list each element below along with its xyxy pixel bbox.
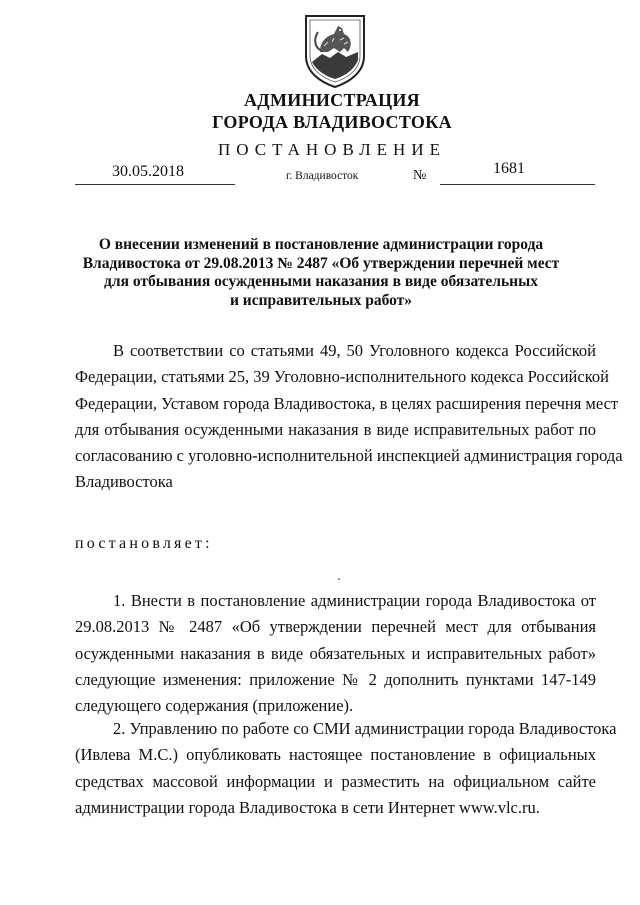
subject-line: Владивостока от 29.08.2013 № 2487 «Об утверждении перечней мест: [82, 254, 560, 272]
paragraph-line: В соответствии со статьями 49, 50 Уголовного кодекса Российской: [113, 341, 596, 360]
paragraph-line: осужденными наказания в виде обязательных и исправительных работ»: [75, 643, 596, 663]
issue-city: г. Владивосток: [286, 170, 359, 182]
paragraph-line: администрации города Владивостока в сети Интернет www.vlc.ru.: [75, 797, 540, 817]
document-number: 1681: [493, 160, 525, 177]
item-2-paragraph: [75, 716, 617, 821]
document-type-title: ПОСТАНОВЛЕНИЕ: [217, 140, 446, 159]
document-subject: [80, 236, 562, 310]
paragraph-line: следующие изменения: приложение № 2 дополнить пунктами 147-149: [75, 669, 596, 689]
number-underline: [440, 184, 595, 185]
document-date: 30.05.2018: [112, 163, 184, 180]
coat-of-arms-emblem: [300, 12, 370, 90]
paragraph-line: Федерации, Уставом города Владивостока, в целях расширения перечня мест: [75, 393, 619, 413]
number-sign: №: [413, 168, 427, 183]
item-1-paragraph: [75, 588, 596, 719]
date-underline: [75, 184, 235, 185]
paragraph-line: 1. Внести в постановление администрации города Владивостока от: [113, 591, 596, 610]
paragraph-line: Владивостока: [75, 472, 173, 492]
paragraph-line: 2. Управлению по работе со СМИ администрации города Владивостока: [113, 719, 617, 738]
paragraph-line: согласованию с уголовно-исполнительной инспекцией администрация города: [75, 446, 623, 466]
subject-line: О внесении изменений в постановление администрации города: [98, 236, 544, 253]
paragraph-line: следующего содержания (приложение).: [75, 696, 354, 716]
paragraph-line: Федерации, статьями 25, 39 Уголовно-исполнительного кодекса Российской: [75, 367, 609, 387]
preamble-paragraph: [75, 338, 623, 496]
paragraph-line: (Ивлева М.С.) опубликовать настоящее постановление в официальных: [75, 745, 596, 765]
subject-line: и исправительных работ»: [229, 291, 413, 309]
paragraph-line: для отбывания осужденными наказания в виде исправительных работ по: [75, 419, 596, 439]
organization-name-line-1: АДМИНИСТРАЦИЯ: [244, 90, 420, 110]
decree-word: постановляет:: [75, 535, 213, 552]
scan-speck: [338, 578, 340, 580]
organization-name-line-2: ГОРОДА ВЛАДИВОСТОКА: [212, 112, 452, 132]
subject-line: для отбывания осужденными наказания в виде обязательных: [104, 273, 538, 290]
paragraph-line: 29.08.2013 № 2487 «Об утверждении перечней мест для отбывания: [75, 617, 596, 637]
paragraph-line: средствах массовой информации и разместить на официальном сайте: [75, 771, 596, 791]
